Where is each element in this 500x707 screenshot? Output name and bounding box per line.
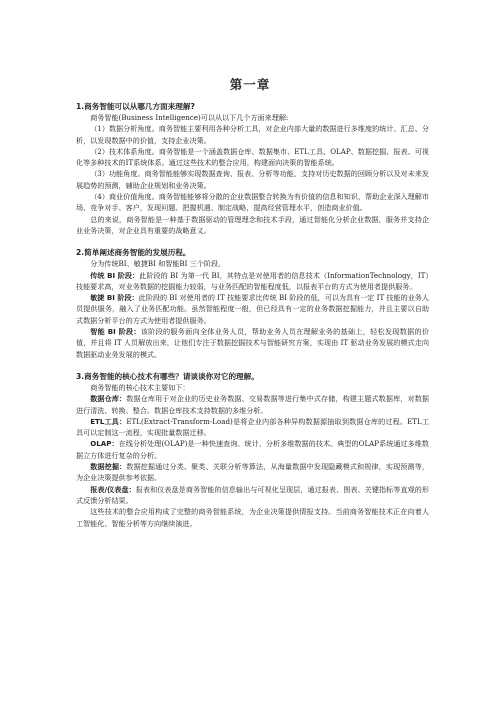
answer-paragraph [76,270,429,293]
paragraph-text: （2）技术体系角度。商务智能是一个涵盖数据仓库、数据集市、ETL工具、OLAP、数据挖掘、报表、可视化等多种技术的IT系统体系。通过这些技术的整合应用，构建面向决策的智能系统。 [76,146,429,168]
answer-paragraph [76,393,429,416]
term-label: 智能 BI 阶段： [90,327,141,337]
term-label: OLAP： [90,439,119,449]
paragraph-text: 数据挖掘通过分类、聚类、关联分析等算法，从海量数据中发现隐藏模式和规律，实现预测等，为企业决策提供参考依据。 [76,462,430,483]
paragraph-text: 数据仓库用于对企业的历史业务数据、交易数据等进行集中式存储，构建主题式数据库，对数据进行清洗、转换、整合。数据仓库技术支持数据的多维分析。 [76,394,430,415]
paragraph-text: 在线分析处理(OLAP)是一种快速查询、统计、分析多维数据的技术。典型的OLAP系统通过多维数据立方体进行复杂的分析。 [76,439,429,460]
answer-paragraph [76,214,429,237]
paragraph-text: 该阶段的服务面向全体业务人员，帮助业务人员在理解业务的基础上，轻松发现数据的价值，并且将 IT 人员解放出来，让他们专注于数据挖掘技术与智能研究方案，实现由 IT 驱动业务发展的模式走向数据驱动业务发展的模式。 [76,327,429,359]
paragraph-text: 商务智能的核心技术主要如下： [90,382,190,392]
paragraph-text: ETL(Extract-Transform-Load)是将企业内部各种异构数据源抽取到数据仓库的过程。ETL工具可以定制这一流程，实现批量数据迁移。 [76,416,429,438]
paragraph-text: 此阶段的 BI 为第一代 BI，其特点是对使用者的信息技术（InformationTechnology，IT）技能要求高，对业务数据的挖掘能力较弱，与业务匹配的智能程度低，以报表平台的方式为使用者提供服务。 [76,270,429,291]
section-spacer [76,360,429,371]
section-spacer [76,236,429,247]
term-label: 数据挖掘： [90,462,127,472]
answer-paragraph [76,168,429,191]
answer-paragraph [76,326,429,360]
question-heading: 3.商务智能的核心技术有哪些？请谈谈你对它的理解。 [76,371,259,381]
term-label: 数据仓库： [90,394,127,404]
answer-paragraph [76,484,429,507]
term-label: 传统 BI 阶段： [90,270,140,280]
answer-paragraph [76,438,429,461]
answer-paragraph [76,382,429,393]
term-label: 敏捷 BI 阶段： [90,293,139,303]
paragraph-text: （4）商业价值角度。商务智能能够将分散的企业数据整合转换为有价值的信息和知识，帮助企业深入理解市场、竞争对手、客户，发现问题、把握机遇、制定战略，提高经营管理水平，创造商业价值。 [76,192,429,213]
qa-section [76,371,429,529]
answer-paragraph [76,292,429,326]
answer-paragraph [76,146,429,169]
paragraph-text: 此阶段的 BI 对使用者的 IT 技能要求比传统 BI 阶段的低，可以为具有一定 IT 技能的业务人员提供服务，融入了业务匹配功能。虽然智能程度一般，但已经具有一定的业务数据挖掘能力，并且主要以自助式数据分析平台的方式为使用者提供服务。 [76,293,429,325]
paragraph-text: 这些技术的整合应用构成了完整的商务智能系统，为企业决策提供情报支持。当前商务智能技术正在向着人工智能化、智能分析等方向继续演进。 [76,507,429,528]
paragraph-text: 商务智能(Business Intelligence)可以从以下几个方面来理解: [90,113,289,122]
answer-paragraph [76,112,429,123]
qa-section [76,101,429,236]
term-label: ETL工具： [90,416,127,426]
term-label: 报表/仪表盘： [90,484,136,494]
answer-paragraph [76,506,429,529]
chapter-title: 第一章 [229,77,271,92]
answer-paragraph [76,461,429,484]
paragraph-text: 报表和仪表盘是商务智能的信息输出与可视化呈现层，通过报表、图表、关键指标等直观的形式反馈分析结果。 [76,484,429,505]
question-heading: 1.商务智能可以从哪几方面来理解? [76,102,195,111]
answer-paragraph [76,123,429,146]
paragraph-text: （3）功能角度。商务智能能够实现数据查询、报表、分析等功能，支持对历史数据的回顾分析以及对未来发展趋势的预测，辅助企业规划和业务决策。 [76,169,429,190]
document-body [76,101,429,529]
answer-paragraph [76,191,429,214]
answer-paragraph [76,258,429,269]
paragraph-text: 分为传统BI、敏捷BI 和智能BI 三个阶段。 [90,259,226,269]
paragraph-text: 总的来说，商务智能是一种基于数据驱动的管理理念和技术手段，通过智能化分析企业数据，服务并支持企业业务决策，对企业具有重要的战略意义。 [76,214,429,235]
answer-paragraph [76,416,429,439]
qa-section [76,247,429,360]
paragraph-text: （1）数据分析角度。商务智能主要利用各种分析工具，对企业内部大量的数据进行多维度的统计、汇总、分析，以发现数据中的价值，支持企业决策。 [76,124,429,145]
question-heading: 2.简单阐述商务智能的发展历程。 [76,248,191,258]
